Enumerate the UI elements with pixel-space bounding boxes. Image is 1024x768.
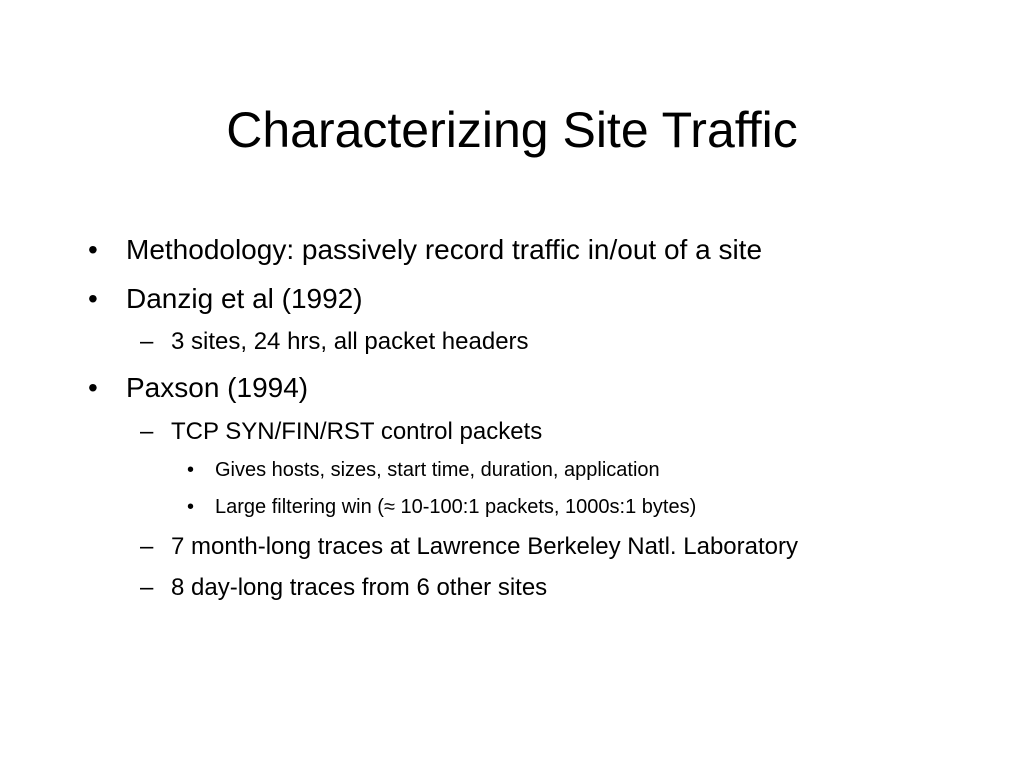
sub-sub-bullet-text-gives: Gives hosts, sizes, start time, duration, application (215, 459, 660, 481)
bullet-text-danzig: Danzig et al (1992) (126, 283, 363, 314)
bullet-marker: • (88, 283, 98, 314)
dash-marker: – (140, 574, 154, 601)
bullet-marker-small: • (187, 496, 195, 518)
bullet-marker: • (88, 234, 98, 265)
dash-marker: – (140, 328, 154, 355)
bullet-marker: • (88, 372, 98, 403)
sub-bullet-text-month-long: 7 month-long traces at Lawrence Berkeley Natl. Laboratory (171, 533, 798, 560)
dash-marker: – (140, 418, 154, 445)
sub-bullet-text-tcp: TCP SYN/FIN/RST control packets (171, 418, 543, 445)
bullet-text-methodology: Methodology: passively record traffic in/out of a site (126, 234, 763, 265)
sub-sub-bullet-text-filtering: Large filtering win (≈ 10-100:1 packets, 1000s:1 bytes) (215, 496, 697, 518)
sub-bullet-text-day-long: 8 day-long traces from 6 other sites (171, 574, 548, 601)
sub-bullet-text-sites: 3 sites, 24 hrs, all packet headers (171, 328, 529, 355)
bullet-marker-small: • (187, 459, 195, 481)
bullet-text-paxson: Paxson (1994) (126, 372, 309, 403)
slide-title: Characterizing Site Traffic (226, 102, 798, 158)
dash-marker: – (140, 533, 154, 560)
